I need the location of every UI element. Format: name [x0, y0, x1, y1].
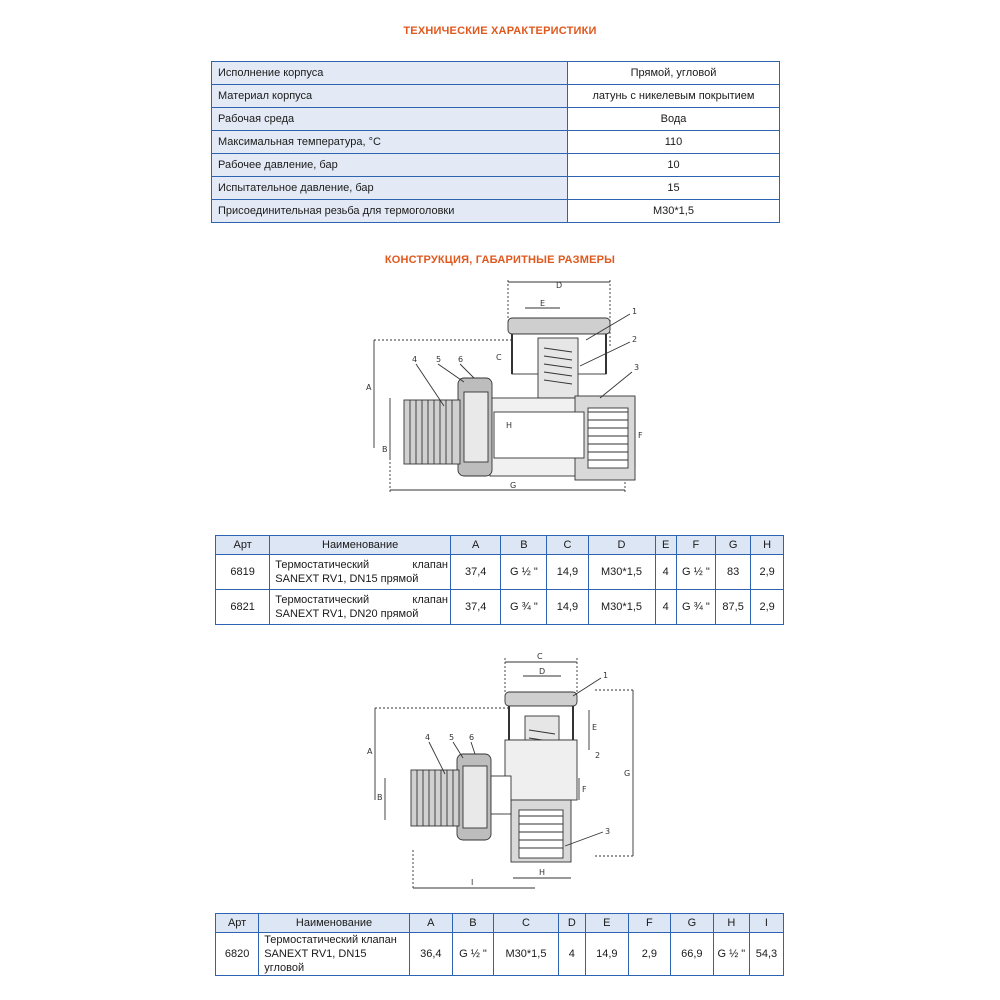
column-header: C [547, 536, 588, 555]
cell-g: 87,5 [715, 590, 750, 625]
spec-value: 10 [568, 154, 780, 177]
spec-value: латунь с никелевым покрытием [568, 85, 780, 108]
cell-d: 4 [558, 933, 585, 976]
table-row [212, 200, 780, 223]
dim-label: E [540, 299, 546, 308]
dim-label: H [539, 868, 546, 877]
cell-a: 37,4 [451, 555, 501, 590]
callout: 2 [632, 335, 638, 344]
cell-d: M30*1,5 [588, 590, 655, 625]
angle-valve-table [215, 913, 784, 976]
column-header: G [715, 536, 750, 555]
table-row [212, 108, 780, 131]
cell-b: G ½ " [501, 555, 547, 590]
callout: 1 [603, 671, 609, 680]
table-row [216, 555, 784, 590]
callout: 3 [605, 827, 611, 836]
cell-h: G ½ " [713, 933, 749, 976]
table-header-row [216, 536, 784, 555]
table-row [212, 177, 780, 200]
column-header: F [628, 914, 670, 933]
callout: 1 [632, 307, 638, 316]
cell-name [270, 590, 451, 625]
name-part: Термостатический [275, 594, 370, 606]
cell-i: 54,3 [749, 933, 783, 976]
dim-label: G [510, 481, 517, 490]
column-header: A [451, 536, 501, 555]
dim-label: H [506, 421, 513, 430]
cell-e: 4 [655, 555, 676, 590]
design-title: КОНСТРУКЦИЯ, ГАБАРИТНЫЕ РАЗМЕРЫ [384, 254, 616, 266]
name-part: SANEXT RV1, DN15 угловой [264, 948, 367, 974]
spec-label: Присоединительная резьба для термоголовки [212, 200, 568, 223]
cell-e: 14,9 [585, 933, 628, 976]
column-header: H [713, 914, 749, 933]
spec-label: Исполнение корпуса [212, 62, 568, 85]
column-header: H [751, 536, 784, 555]
name-part: Термостатический [275, 559, 370, 571]
table-row [212, 62, 780, 85]
table-header-row [216, 914, 784, 933]
column-header: I [749, 914, 783, 933]
column-header: G [670, 914, 713, 933]
cell-g: 66,9 [670, 933, 713, 976]
callout: 5 [436, 355, 442, 364]
callout: 4 [412, 355, 418, 364]
cell-f: 2,9 [628, 933, 670, 976]
spec-value: 15 [568, 177, 780, 200]
spec-value: Прямой, угловой [568, 62, 780, 85]
callout: 5 [449, 733, 455, 742]
spec-value: Вода [568, 108, 780, 131]
column-header: Наименование [270, 536, 451, 555]
column-header: E [585, 914, 628, 933]
column-header: D [558, 914, 585, 933]
cell-a: 36,4 [409, 933, 452, 976]
spec-label: Рабочее давление, бар [212, 154, 568, 177]
name-part: SANEXT RV1, DN15 прямой [275, 573, 419, 585]
name-part: Термостатический клапан [264, 934, 397, 946]
cell-art: 6820 [216, 933, 259, 976]
spec-label: Материал корпуса [212, 85, 568, 108]
column-header: D [588, 536, 655, 555]
cell-c: M30*1,5 [494, 933, 559, 976]
dim-label: A [366, 383, 372, 392]
table-row [216, 590, 784, 625]
angle-valve-drawing [365, 650, 640, 900]
cell-d: M30*1,5 [588, 555, 655, 590]
column-header: F [676, 536, 715, 555]
cell-name [270, 555, 451, 590]
column-header: B [501, 536, 547, 555]
specs-table [211, 61, 780, 223]
cell-c: 14,9 [547, 555, 588, 590]
cell-b: G ¾ " [501, 590, 547, 625]
straight-valve-drawing [360, 278, 650, 500]
callout: 6 [458, 355, 464, 364]
callout: 2 [595, 751, 601, 760]
column-header: E [655, 536, 676, 555]
table-row [216, 933, 784, 976]
table-row [212, 131, 780, 154]
dim-label: A [367, 747, 373, 756]
dim-label: F [638, 431, 643, 440]
cell-art: 6821 [216, 590, 270, 625]
dim-label: B [382, 445, 388, 454]
dim-label: G [624, 769, 631, 778]
name-part: клапан [412, 594, 449, 606]
dim-label: E [592, 723, 598, 732]
column-header: Арт [216, 914, 259, 933]
dim-label: I [471, 878, 474, 887]
cell-h: 2,9 [751, 590, 784, 625]
callout: 6 [469, 733, 475, 742]
column-header: B [452, 914, 493, 933]
cell-h: 2,9 [751, 555, 784, 590]
column-header: C [494, 914, 559, 933]
table-row [212, 85, 780, 108]
name-part: SANEXT RV1, DN20 прямой [275, 608, 419, 620]
column-header: Арт [216, 536, 270, 555]
dim-label: D [556, 281, 563, 290]
dim-label: C [537, 652, 543, 661]
dim-label: D [539, 667, 546, 676]
cell-g: 83 [715, 555, 750, 590]
callout: 3 [634, 363, 640, 372]
dim-label: C [496, 353, 502, 362]
spec-value: М30*1,5 [568, 200, 780, 223]
table-row [212, 154, 780, 177]
spec-label: Испытательное давление, бар [212, 177, 568, 200]
name-part: клапан [412, 559, 449, 571]
cell-f: G ½ " [676, 555, 715, 590]
specs-title: ТЕХНИЧЕСКИЕ ХАРАКТЕРИСТИКИ [403, 25, 597, 37]
cell-c: 14,9 [547, 590, 588, 625]
callout: 4 [425, 733, 431, 742]
cell-e: 4 [655, 590, 676, 625]
column-header: A [409, 914, 452, 933]
cell-art: 6819 [216, 555, 270, 590]
spec-label: Рабочая среда [212, 108, 568, 131]
spec-value: 110 [568, 131, 780, 154]
column-header: Наименование [259, 914, 410, 933]
cell-f: G ¾ " [676, 590, 715, 625]
dim-label: F [582, 785, 587, 794]
cell-b: G ½ " [452, 933, 493, 976]
dim-label: B [377, 793, 383, 802]
cell-name [259, 933, 410, 976]
cell-a: 37,4 [451, 590, 501, 625]
straight-valve-table [215, 535, 784, 625]
spec-label: Максимальная температура, °С [212, 131, 568, 154]
